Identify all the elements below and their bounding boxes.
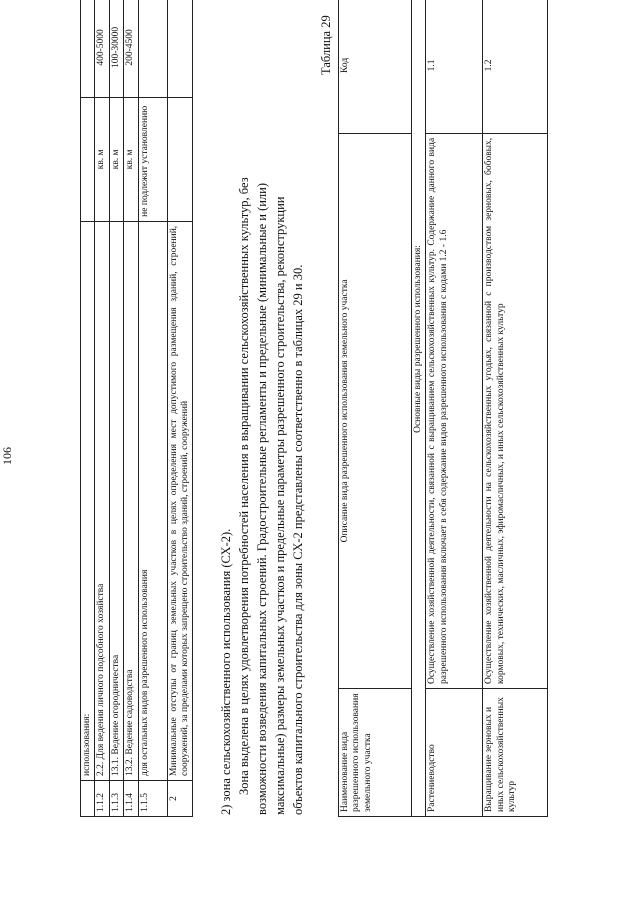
header-name: Наименование вида разрешенного использования земельного участка [339,689,412,817]
paragraph-line: возможности возведения капитальных строений. Градостроительные регламенты и предельные (минимальные и (или) [255,182,269,815]
permitted-use-table [338,0,548,817]
paragraph-line: объектов капитального строительства для зоны СХ-2 представлены соответственно в таблицах 29 и 30. [291,264,305,815]
row-text: для остальных видов разрешенного использования [138,221,167,780]
paragraph-line: Зона выделена в целях удовлетворения потребностей населения в выращивании сельскохозяйственных культур, без [237,177,251,795]
row-num: 2 [167,781,193,817]
table-row [167,0,193,817]
table-header-row [339,0,412,817]
table-row [81,0,95,817]
section-heading: 2) зона сельскохозяйственного использования (СХ-2). [219,528,233,815]
row-text: использования: [81,221,95,780]
use-description: Осуществление хозяйственной деятельности, связанной с выращиванием сельскохозяйственных культур. Содержание данного вида разрешенного использования включает в себя содержание видов разрешенного использования с кодами 1.2 - 1.6 [426,133,483,688]
row-text: 13.2. Ведение садоводства [124,221,138,780]
row-unit: кв. м [109,97,123,221]
paragraph-line: максимальные) размеры земельных участков и предельные параметры разрешенного строительства, реконструкции [273,196,287,815]
row-value: 100-30000 [109,0,123,97]
row-unit: не подлежит установлению [138,97,167,221]
top-table [80,0,193,817]
row-unit [167,97,193,221]
table-row [109,0,123,817]
table-row [124,0,138,817]
table-caption: Таблица 29 [319,15,333,75]
table-row [483,0,548,817]
row-unit: кв. м [95,97,109,221]
table-row [138,0,167,817]
row-value: 200-4500 [124,0,138,97]
use-code: 1.1 [426,0,483,133]
row-num: 1.1.2 [95,781,109,817]
use-code: 1.2 [483,0,548,133]
row-num: 1.1.4 [124,781,138,817]
row-num [81,781,95,817]
row-text: 13.1. Ведение огородничества [109,221,123,780]
section-row-label: Основные виды разрешенного использования: [412,0,426,817]
row-value [138,0,167,97]
row-text: 2.2. Для ведения личного подсобного хозяйства [95,221,109,780]
row-value [167,0,193,97]
row-unit [81,97,95,221]
row-text: Минимальные отступы от границ земельных участков в целях определения мест допустимого размещения зданий, строений, сооружений, за пределами которых запрещено строительство зданий, строений, сооружений [167,221,193,780]
table-row [95,0,109,817]
page-number: 106 [0,447,14,465]
section-row [412,0,426,817]
row-value: 400-5000 [95,0,109,97]
row-num: 1.1.5 [138,781,167,817]
header-code: Код [339,0,412,133]
row-unit: кв. м [124,97,138,221]
table-row [426,0,483,817]
header-description: Описание вида разрешенного использования земельного участка [339,133,412,688]
row-num: 1.1.3 [109,781,123,817]
use-description: Осуществление хозяйственной деятельности на сельскохозяйственных угодьях, связанной с производством зерновых, бобовых, кормовых, технических, масличных, эфиромасличных, и иных сельскохозяйственных культур [483,133,548,688]
use-name: Растениеводство [426,689,483,817]
row-value [81,0,95,97]
use-name: Выращивание зерновых и иных сельскохозяйственных культур [483,689,548,817]
